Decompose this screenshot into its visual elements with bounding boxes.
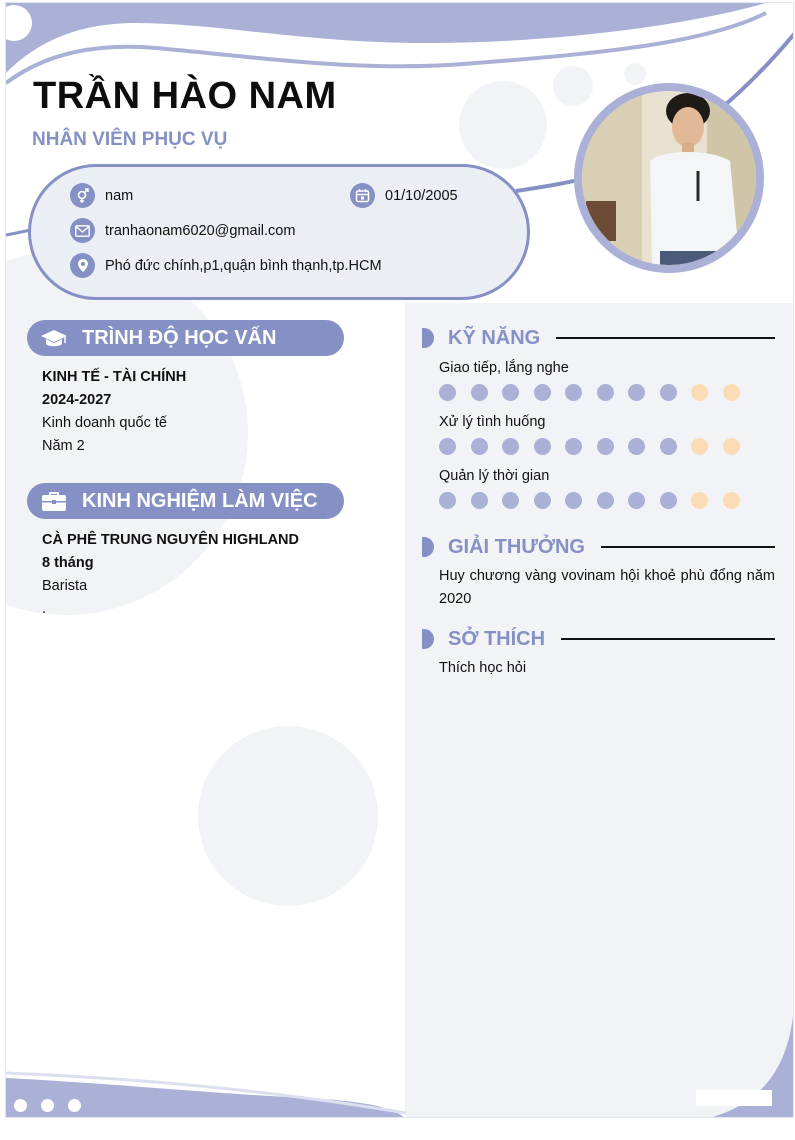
section-marker: [422, 629, 434, 649]
job-title: NHÂN VIÊN PHỤC VỤ: [32, 129, 228, 150]
rating-dot-empty: [723, 438, 740, 455]
education-major: Kinh doanh quốc tế: [42, 415, 167, 431]
rating-dot-filled: [597, 492, 614, 509]
rating-dot-filled: [471, 492, 488, 509]
awards-text: Huy chương vàng vovinam hội khoẻ phù đổng năm 2020: [439, 568, 775, 607]
experience-company: CÀ PHÊ TRUNG NGUYÊN HIGHLAND: [42, 532, 299, 548]
heading-rule: [556, 337, 775, 339]
decorative-dot: [41, 1099, 54, 1112]
section-marker: [422, 328, 434, 348]
skill-name: Giao tiếp, lắng nghe: [439, 360, 569, 376]
profile-photo-illustration: [582, 91, 756, 265]
rating-dot-filled: [660, 384, 677, 401]
graduation-cap-icon: [39, 326, 69, 350]
rating-dot-filled: [565, 384, 582, 401]
rating-dot-filled: [565, 492, 582, 509]
rating-dot-empty: [723, 492, 740, 509]
heading-rule: [601, 546, 775, 548]
profile-photo: [582, 91, 756, 265]
rating-dot-filled: [471, 438, 488, 455]
contact-email: [70, 218, 295, 243]
gender-value: nam: [105, 187, 134, 204]
rating-dot-filled: [534, 438, 551, 455]
rating-dot-filled: [534, 492, 551, 509]
education-school: KINH TẾ - TÀI CHÍNH: [42, 369, 187, 385]
decorative-dot: [68, 1099, 81, 1112]
hobbies-text: Thích học hỏi: [439, 660, 527, 676]
awards-heading: [422, 535, 775, 559]
birthdate-value: 01/10/2005: [385, 187, 458, 204]
education-years: 2024-2027: [42, 392, 112, 408]
rating-dot-empty: [691, 438, 708, 455]
briefcase-icon: [39, 489, 69, 513]
contact-gender: [70, 183, 133, 208]
rating-dot-filled: [628, 384, 645, 401]
rating-dot-filled: [439, 384, 456, 401]
rating-dot-filled: [597, 438, 614, 455]
rating-dot-filled: [439, 438, 456, 455]
rating-dot-filled: [471, 384, 488, 401]
candidate-name: TRẦN HÀO NAM: [33, 75, 337, 117]
experience-position: Barista: [42, 578, 88, 594]
skills-heading: [422, 326, 775, 350]
cv-page: [5, 2, 794, 1118]
skill-rating: [439, 384, 754, 401]
contact-birthdate: [350, 183, 458, 208]
rating-dot-filled: [565, 438, 582, 455]
email-value[interactable]: tranhaonam6020@gmail.com: [105, 222, 296, 239]
decorative-dot: [14, 1099, 27, 1112]
rating-dot-empty: [723, 384, 740, 401]
skill-rating: [439, 492, 754, 509]
mail-icon: [70, 218, 95, 243]
experience-note: .: [42, 601, 47, 617]
rating-dot-filled: [597, 384, 614, 401]
education-heading: [27, 320, 344, 356]
rating-dot-filled: [628, 438, 645, 455]
hobbies-title: SỞ THÍCH: [448, 627, 546, 650]
address-value: Phó đức chính,p1,quận bình thạnh,tp.HCM: [105, 257, 382, 274]
awards-title: GIẢI THƯỞNG: [448, 535, 585, 558]
rating-dot-filled: [660, 438, 677, 455]
experience-duration: 8 tháng: [42, 555, 94, 571]
rating-dot-empty: [691, 384, 708, 401]
rating-dot-filled: [502, 438, 519, 455]
gender-icon: [70, 183, 95, 208]
contact-address: [70, 253, 382, 278]
location-icon: [70, 253, 95, 278]
rating-dot-filled: [502, 492, 519, 509]
hobbies-heading: [422, 627, 775, 651]
rating-dot-filled: [502, 384, 519, 401]
section-marker: [422, 537, 434, 557]
skill-name: Quản lý thời gian: [439, 468, 550, 484]
calendar-icon: [350, 183, 375, 208]
skills-title: KỸ NĂNG: [448, 326, 541, 349]
rating-dot-empty: [691, 492, 708, 509]
rating-dot-filled: [660, 492, 677, 509]
rating-dot-filled: [534, 384, 551, 401]
heading-rule: [561, 638, 775, 640]
skill-name: Xử lý tình huống: [439, 414, 546, 430]
experience-heading: [27, 483, 344, 519]
experience-title: KINH NGHIỆM LÀM VIỆC: [82, 489, 318, 512]
skill-rating: [439, 438, 754, 455]
education-title: TRÌNH ĐỘ HỌC VẤN: [82, 326, 277, 349]
education-year-of-study: Năm 2: [42, 438, 85, 454]
rating-dot-filled: [628, 492, 645, 509]
decorative-dots: [14, 1099, 95, 1112]
rating-dot-filled: [439, 492, 456, 509]
